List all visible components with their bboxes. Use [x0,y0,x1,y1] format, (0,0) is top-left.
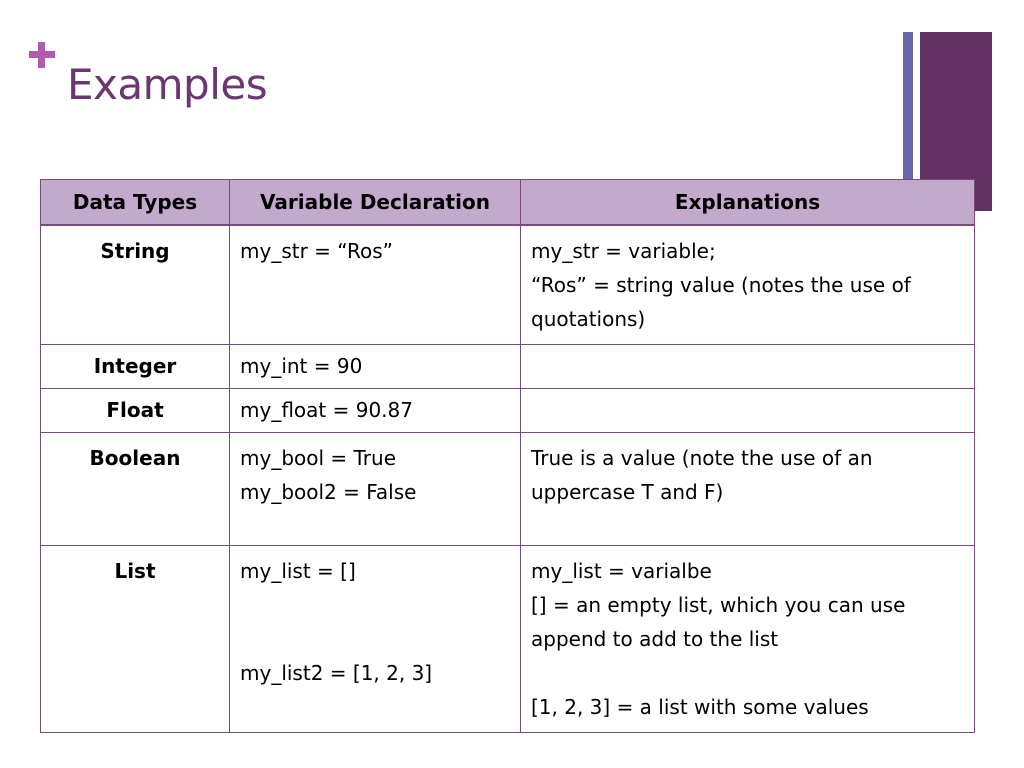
table-row [41,344,975,388]
type-cell: List [41,545,230,732]
table-row [41,225,975,345]
data-types-table [40,179,975,733]
declaration-line: my_int = 90 [240,353,363,378]
explanation-cell [521,225,975,345]
plus-icon [27,40,57,70]
declaration-line: my_list = [] [240,558,356,583]
type-cell: Float [41,388,230,432]
declaration-cell [230,545,521,732]
explanation-cell [521,344,975,388]
declaration-line: my_bool = True [240,445,396,470]
declaration-line: my_bool2 = False [240,479,417,504]
slide-title: Examples [67,60,268,109]
type-cell: Boolean [41,432,230,545]
declaration-line: my_str = “Ros” [240,238,394,263]
explanation-line: True is a value (note the use of an uppercase T and F) [531,445,873,504]
type-cell: Integer [41,344,230,388]
declaration-cell [230,225,521,345]
type-cell: String [41,225,230,345]
header-variable-declaration: Variable Declaration [230,180,521,225]
declaration-line: my_float = 90.87 [240,397,413,422]
explanation-line: “Ros” = string value (notes the use of quotations) [531,272,911,331]
explanation-line: my_list = varialbe [531,558,712,583]
table-row [41,388,975,432]
explanation-line: [1, 2, 3] = a list with some values [531,694,869,719]
table-header-row [41,180,975,225]
declaration-cell [230,344,521,388]
header-explanations: Explanations [521,180,975,225]
declaration-cell [230,388,521,432]
explanation-cell [521,545,975,732]
accent-bar-thin [903,32,913,180]
declaration-line: my_list2 = [1, 2, 3] [240,660,433,685]
explanation-cell [521,388,975,432]
header-data-types: Data Types [41,180,230,225]
table-row [41,432,975,545]
explanation-cell [521,432,975,545]
explanation-line: [] = an empty list, which you can use append to add to the list [531,592,906,651]
table-row [41,545,975,732]
explanation-line: my_str = variable; [531,238,716,263]
declaration-cell [230,432,521,545]
